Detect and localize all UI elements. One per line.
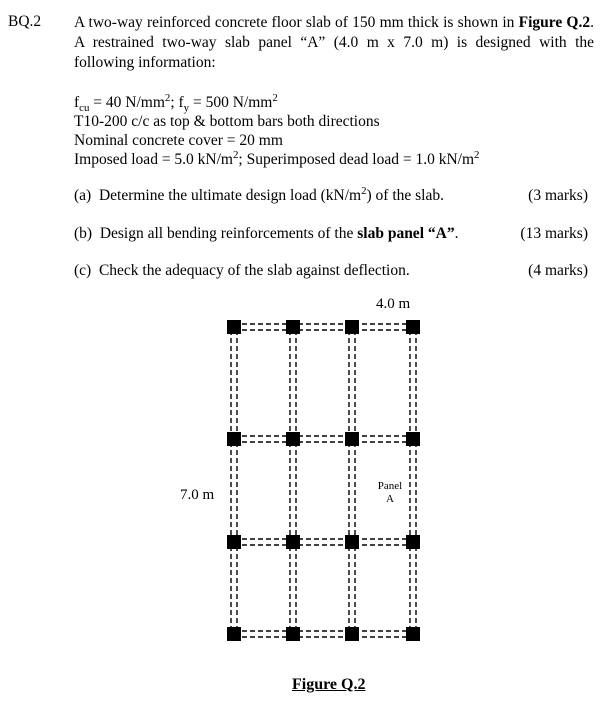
part-a-marks: (3 marks) xyxy=(528,187,588,204)
dimension-height: 7.0 m xyxy=(180,487,215,503)
intro-text-a: A two-way reinforced concrete floor slab of 150 mm thick is shown in xyxy=(74,14,519,31)
part-c-marks: (4 marks) xyxy=(528,262,588,279)
part-a-text: Determine the ultimate design load (kN/m xyxy=(98,187,362,204)
part-b-text: Design all bending reinforcements of the xyxy=(99,225,358,242)
part-a-sup: 2 xyxy=(361,184,367,197)
column xyxy=(345,320,359,334)
dimension-width: 4.0 m xyxy=(376,296,411,312)
column xyxy=(406,432,420,446)
part-b-text-end: . xyxy=(454,225,459,242)
panel-a-label xyxy=(372,480,408,506)
column xyxy=(345,535,359,549)
column xyxy=(345,432,359,446)
panel-label-letter: A xyxy=(386,493,394,505)
column xyxy=(286,627,300,641)
fy-subscript: y xyxy=(183,102,190,115)
fcu-superscript: 2 xyxy=(164,91,171,104)
imposed-load: Imposed load = 5.0 kN/m xyxy=(74,151,233,168)
fcu-symbol: f xyxy=(74,94,80,111)
part-b-marks: (13 marks) xyxy=(520,225,588,242)
figure-caption: Figure Q.2 xyxy=(292,676,366,693)
part-b-label: (b) xyxy=(74,225,93,242)
fy-symbol: ; f xyxy=(170,94,184,111)
intro-figure-ref: Figure Q.2 xyxy=(518,14,591,31)
concrete-cover: Nominal concrete cover = 20 mm xyxy=(74,132,283,149)
column xyxy=(345,627,359,641)
dead-load-sup: 2 xyxy=(474,148,480,161)
column xyxy=(227,320,241,334)
fy-value: = 500 N/mm xyxy=(189,94,273,111)
column xyxy=(286,432,300,446)
column xyxy=(406,320,420,334)
intro-text-b: . A restrained two-way slab panel “A” (4.0 m x 7.0 m) is designed with the following information: xyxy=(74,14,594,71)
part-a-text-end: ) of the slab. xyxy=(366,187,444,204)
column xyxy=(406,535,420,549)
column xyxy=(227,627,241,641)
imposed-load-sup: 2 xyxy=(233,148,239,161)
part-a-label: (a) xyxy=(74,187,92,204)
question-number: BQ.2 xyxy=(8,13,42,30)
column xyxy=(227,535,241,549)
dead-load: ; Superimposed dead load = 1.0 kN/m xyxy=(238,151,475,168)
column xyxy=(227,432,241,446)
panel-label-word: Panel xyxy=(377,480,403,492)
part-c-text: Check the adequacy of the slab against deflection. xyxy=(98,262,410,279)
fy-superscript: 2 xyxy=(272,91,278,104)
column xyxy=(406,627,420,641)
fcu-value: = 40 N/mm xyxy=(89,94,165,111)
bar-spec: T10-200 c/c as top & bottom bars both directions xyxy=(74,113,380,130)
column xyxy=(286,535,300,549)
fcu-subscript: cu xyxy=(79,102,90,115)
part-c-label: (c) xyxy=(74,262,92,279)
part-b-bold: slab panel “A” xyxy=(357,225,455,242)
column xyxy=(286,320,300,334)
